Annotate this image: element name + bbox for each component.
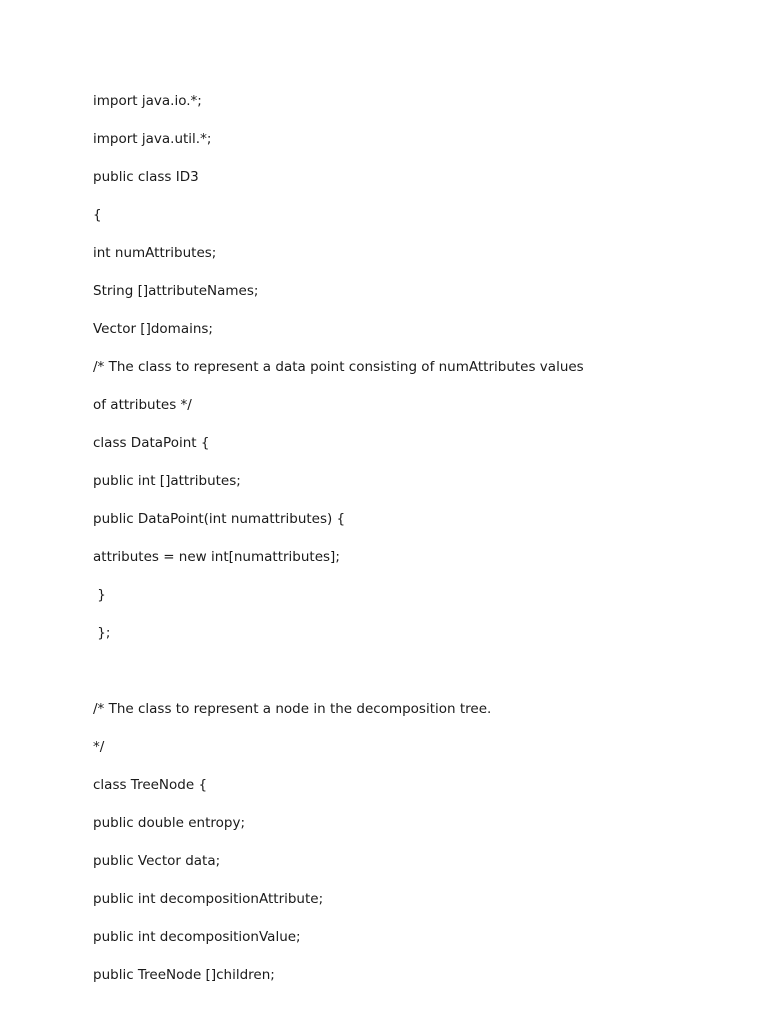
code-line: public int decompositionAttribute; xyxy=(93,891,324,907)
code-line: public int []attributes; xyxy=(93,473,241,489)
code-line: String []attributeNames; xyxy=(93,283,259,299)
code-line: public class ID3 xyxy=(93,169,199,185)
code-line: class DataPoint { xyxy=(93,435,210,451)
code-line: }; xyxy=(93,625,111,641)
code-line: public Vector data; xyxy=(93,853,221,869)
code-line: public DataPoint(int numattributes) { xyxy=(93,511,346,527)
code-line: int numAttributes; xyxy=(93,245,217,261)
code-line: /* The class to represent a data point consisting of numAttributes values xyxy=(93,359,584,375)
code-line: */ xyxy=(93,739,105,755)
code-line: { xyxy=(93,207,102,223)
code-line: /* The class to represent a node in the decomposition tree. xyxy=(93,701,492,717)
code-line: import java.io.*; xyxy=(93,93,202,109)
code-line: public double entropy; xyxy=(93,815,245,831)
code-line: class TreeNode { xyxy=(93,777,208,793)
code-block xyxy=(93,90,584,1002)
code-line: } xyxy=(93,587,106,603)
code-line: import java.util.*; xyxy=(93,131,212,147)
code-line: of attributes */ xyxy=(93,397,192,413)
code-line: Vector []domains; xyxy=(93,321,213,337)
code-line: public TreeNode []children; xyxy=(93,967,275,983)
code-line: attributes = new int[numattributes]; xyxy=(93,549,340,565)
code-line xyxy=(93,660,584,698)
code-line: public int decompositionValue; xyxy=(93,929,301,945)
